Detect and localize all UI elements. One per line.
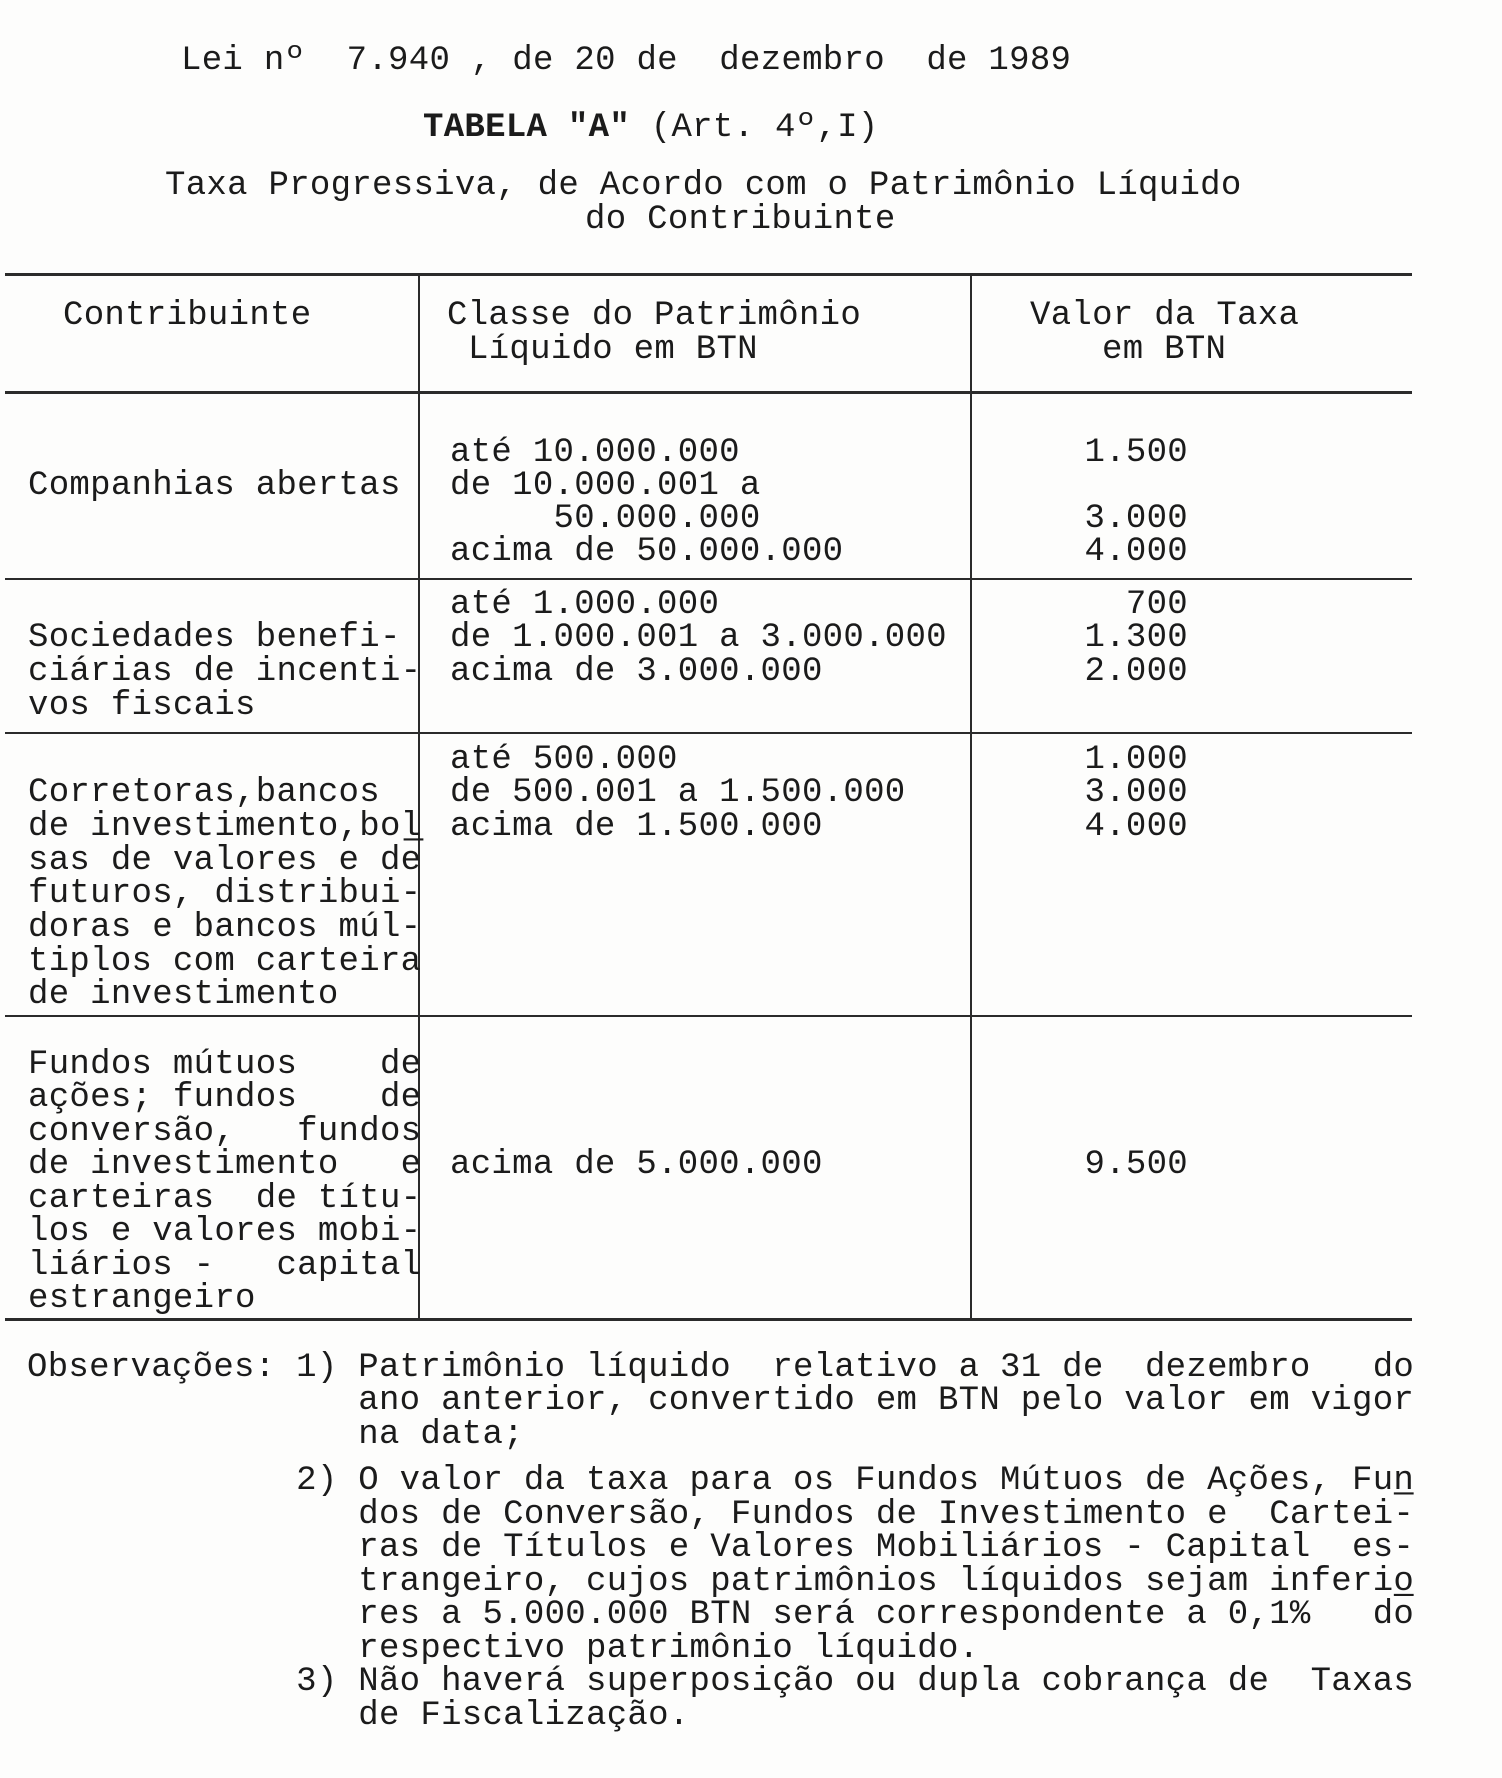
row3-classe-line: até 500.000 (450, 741, 678, 779)
row4-contribuinte-line: Fundos mútuos de (28, 1046, 422, 1084)
observacoes-line: 2) O valor da taxa para os Fundos Mútuos de Ações, Fun̲ (27, 1462, 1415, 1500)
row3-classe-line: acima de 1.500.000 (450, 808, 823, 846)
row3-contribuinte-line: futuros, distribui- (28, 875, 422, 913)
observacoes-line: ras de Títulos e Valores Mobiliários - Capital es- (27, 1529, 1415, 1567)
row3-contribuinte-line: Corretoras,bancos (28, 774, 380, 812)
law-title: Lei nº 7.940 , de 20 de dezembro de 1989 (181, 42, 1072, 80)
row3-contribuinte-line: de investimento (28, 976, 339, 1014)
observacoes-line: 3) Não haverá superposição ou dupla cobrança de Taxas (27, 1663, 1415, 1701)
col-divider-2 (970, 273, 972, 1321)
row2-contribuinte-line: Sociedades benefi- (28, 619, 401, 657)
row2-contribuinte-line: ciárias de incenti- (28, 653, 422, 691)
observacoes-line: Observações: 1) Patrimônio líquido relativo a 31 de dezembro do (27, 1349, 1415, 1387)
row2-contribuinte-line: vos fiscais (28, 687, 256, 725)
rule-row2 (5, 732, 1412, 734)
row4-contribuinte-line: conversão, fundos (28, 1113, 422, 1151)
table-title-bold: TABELA "A" (423, 109, 631, 147)
row4-valor: 9.500 (1084, 1146, 1188, 1184)
row1-classe-line: 50.000.000 (450, 500, 761, 538)
observacoes-line: de Fiscalização. (27, 1697, 690, 1735)
row1-valor: 3.000 (1084, 500, 1188, 538)
row2-classe-line: de 1.000.001 a 3.000.000 (450, 619, 947, 657)
header-classe-line2: Líquido em BTN (468, 331, 758, 369)
observacoes-line: dos de Conversão, Fundos de Investimento e Cartei- (27, 1496, 1415, 1534)
observacoes-line: res a 5.000.000 BTN será correspondente a 0,1% do (27, 1596, 1415, 1634)
subtitle-line2: do Contribuinte (585, 201, 896, 239)
table-title (423, 109, 879, 147)
row1-classe-line: até 10.000.000 (450, 434, 740, 472)
row3-valor: 1.000 (1084, 741, 1188, 779)
row3-contribuinte-line: doras e bancos múl- (28, 909, 422, 947)
rule-bottom (5, 1318, 1412, 1321)
header-contribuinte: Contribuinte (63, 297, 312, 335)
row3-contribuinte-line: sas de valores e de (28, 842, 422, 880)
observacoes-line: trangeiro, cujos patrimônios líquidos sejam inferio̲ (27, 1563, 1415, 1601)
row3-valor: 3.000 (1084, 774, 1188, 812)
row3-classe-line: de 500.001 a 1.500.000 (450, 774, 906, 812)
row4-contribuinte-line: carteiras de títu- (28, 1180, 422, 1218)
rule-top (5, 273, 1412, 276)
row2-classe-line: até 1.000.000 (450, 586, 720, 624)
rule-row1 (5, 578, 1412, 580)
row1-classe-line: de 10.000.001 a (450, 467, 761, 505)
row3-contribuinte-line: de investimento,bol̲ (28, 808, 422, 846)
row1-valor: 1.500 (1084, 434, 1188, 472)
row4-contribuinte-line: ações; fundos de (28, 1079, 422, 1117)
rule-row3 (5, 1015, 1412, 1017)
row4-classe-line: acima de 5.000.000 (450, 1146, 823, 1184)
header-valor-line1: Valor da Taxa (1030, 297, 1300, 335)
row2-classe-line: acima de 3.000.000 (450, 653, 823, 691)
row3-contribuinte-line: tiplos com carteira (28, 943, 422, 981)
header-classe-line1: Classe do Patrimônio (447, 297, 862, 335)
observacoes-line: respectivo patrimônio líquido. (27, 1630, 980, 1668)
row3-valor: 4.000 (1084, 808, 1188, 846)
row4-contribuinte-line: los e valores mobi- (28, 1213, 422, 1251)
row1-classe-line: acima de 50.000.000 (450, 533, 844, 571)
observacoes-line: na data; (27, 1416, 524, 1454)
observacoes-line: ano anterior, convertido em BTN pelo valor em vigor (27, 1382, 1415, 1420)
table-article: (Art. 4º,I) (630, 109, 879, 147)
row4-contribuinte-line: liários - capital (28, 1247, 422, 1285)
row4-contribuinte-line: estrangeiro (28, 1280, 256, 1318)
row1-valor: 4.000 (1084, 533, 1188, 571)
row2-valor: 2.000 (1084, 653, 1188, 691)
header-valor-line2: em BTN (1102, 331, 1227, 369)
row2-valor: 700 (1125, 586, 1188, 624)
row1-contribuinte-line: Companhias abertas (28, 467, 401, 505)
row2-valor: 1.300 (1084, 619, 1188, 657)
rule-header-bottom (5, 391, 1412, 394)
subtitle-line1: Taxa Progressiva, de Acordo com o Patrimônio Líquido (165, 167, 1242, 205)
row4-contribuinte-line: de investimento e (28, 1146, 422, 1184)
